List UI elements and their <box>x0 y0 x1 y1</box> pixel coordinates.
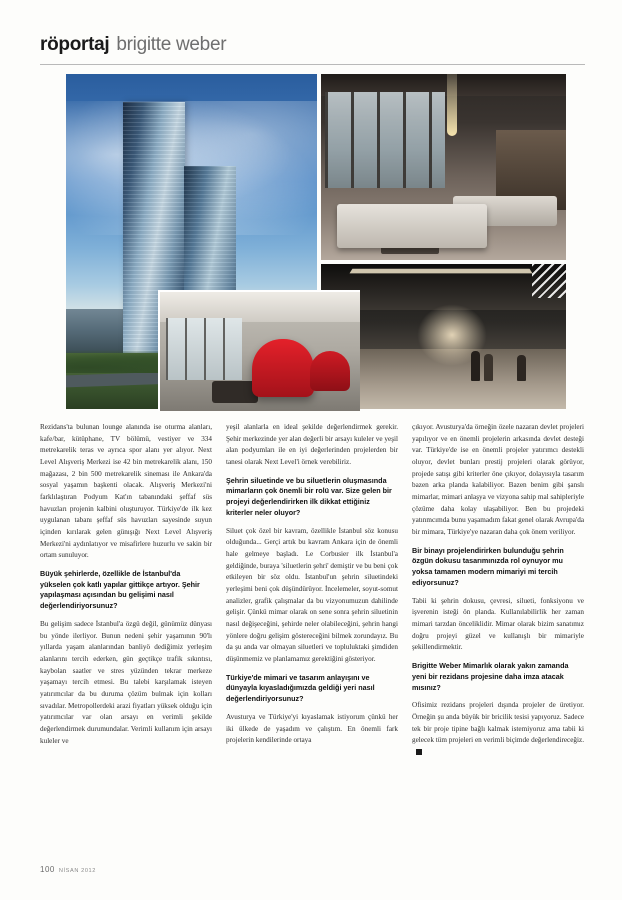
paragraph: Avusturya ve Türkiye'yi kıyaslamak istiyorum çünkü her iki ülkede de yaşadım ve çalıştım. En önemli fark projelerin kendilerinde ortaya <box>226 713 398 745</box>
person-silhouette <box>517 355 526 381</box>
question-paragraph: Büyük şehirlerde, özellikle de İstanbul'da yükselen çok katlı yapılar gittikçe artıyor. Şehir yapılaşması açısından bu gelişimi nasıl değerlendiriyorsunuz? <box>40 568 200 611</box>
paragraph-text: Ofisimiz rezidans projeleri dışında projeler de üretiyor. Örneğin şu anda büyük bir bricilik tesisi yapıyoruz. Sadece tek bir proje tipine bağlı kalmak istemiyoruz ama tabii ki gelecek tüm projeleri en verimli biçimde değerlendireceğiz. <box>412 701 584 745</box>
lounge-sofa-front <box>337 204 487 248</box>
person-silhouette <box>484 354 493 381</box>
paragraph: Bu gelişim sadece İstanbul'a özgü değil, günümüz dünyası bu yönde ilerliyor. Bunun nedeni şehir yaşamının 90'lı yıllarda yaşam alanlarından banliyö dediğimiz yerleşim alanlarını tercih ederken, gün geçtikçe trafik sıkıntısı, kaybolan saatler ve stres yüzünden tekrar merkeze yaşamayı tercih etmesi. Bu talebi karşılamak isteyen yatırımcılar da bu duruma çözüm bulmak için kolları sıvadılar. Metropollerdeki arazi fiyatları yüksek olduğu için yatırımcılar var olan arsayı en verimli şekilde değerlendirmek durumundalar. Verimli kullanım için arsayı kuleler ve <box>40 620 212 745</box>
ceiling-light-strip <box>350 269 533 274</box>
paragraph: Tabii ki şehrin dokusu, çevresi, silueti, fonksiyonu ve işverenin isteği ön planda. Kullanılabilirlik her zaman mimari tarzdan önceliklidir. Mimar olarak bizim sanatımız doğru projeyi güzel ve kullanışlı bir mimariyle şekillendirmektir. <box>412 596 584 652</box>
end-mark <box>416 749 422 755</box>
paragraph: Rezidans'ta bulunan lounge alanında ise oturma alanları, kafe/bar, kütüphane, TV bölümü, vestiyer ve 334 metrekarelik teras ve ayrıca spor alanı yer alıyor. Next Level Alışveriş Merkezi ise 42 bin metrekarelik alanı, 150 mağazası, 2 bin 500 metrekarelik sineması ile Ankara'da sosyal yaşamın başkenti olacak. Alışveriş Merkezi'ni farklılaştıran Podyum Kat'ın tabanındaki şeffaf süs havuzları projenin kalbini oluşturuyor. Türkiye'de ilk kez uygulanan tabanı şeffaf süs havuzları sayesinde suyun içinden kırılarak gelen günışığı Next Level Alışveriş Merkezi'ni aydınlatıyor ve misafirlere huzurlu ve sakin bir ortam sunuluyor. <box>40 423 212 560</box>
corner-hatch-mark <box>532 264 566 298</box>
header-divider <box>40 64 585 65</box>
person-silhouette <box>471 351 480 381</box>
issue-date: NİSAN 2012 <box>58 868 96 874</box>
photo-collage <box>66 74 566 409</box>
question-paragraph: Bir binayı projelendirirken bulunduğu şehrin özgün dokusu tasarımınızda rol oynuyor mu yoksa tamamen modern mimariyi mi tercih ediyorsunuz? <box>412 545 564 587</box>
page-footer <box>40 865 96 874</box>
red-armchair <box>310 351 350 391</box>
interviewee-name: brigitte weber <box>116 34 227 55</box>
paragraph: Siluet çok özel bir kavram, özellikle İstanbul söz konusu olduğunda... Gerçi artık bu kavram Ankara için de önemli hale gelmeye başladı. Le Corbusier ilk İstanbul'a geldiğinde, buraya 'siluetlerin şehri' demiştir ve bu beni çok etkileyen bir söz oldu. İstanbul'un şehrin siluetindeki yerleşimi beni çok düşündürüyor. İncelemeler, soyut-somut analizler, grafik çalışmalar da bu vizyonumuzun dahilinde gelişir. Çünkü mimar olarak on sene sonra şehrin siluetinin nasıl değişeceğini, şehirde neler olabileceğini, şehrin hangi yönlere doğru gelişim göstereceğini bilmek zorundayız. Bu da şu anda var olmayan siluetleri ve topluluktaki şimdiden düşünmemiz ve planlamamız gerektiğini gösteriyor. <box>226 526 398 664</box>
question-paragraph: Türkiye'de mimari ve tasarım anlayışını ve dünyayla kıyasladığımızda geldiği yeri nasıl değerlendiriyorsunuz? <box>226 672 375 704</box>
page-header <box>40 34 585 56</box>
text-column-3 <box>412 422 584 852</box>
question-paragraph: Şehrin siluetinde ve bu siluetlerin oluşmasında mimarların çok önemli bir rolü var. Size gelen bir projeyi değerlendirirken ilk dikkat ettiğiniz kriterler neler oluyor? <box>226 475 392 518</box>
page-number: 100 <box>40 865 55 874</box>
inset-window <box>166 318 242 380</box>
paragraph-final <box>412 700 584 758</box>
red-chairs-interior-photo <box>158 290 360 411</box>
question-paragraph: Brigitte Weber Mimarlık olarak yakın zamanda yeni bir rezidans projesine daha imza atacak mısınız? <box>412 661 569 692</box>
article-body <box>40 422 585 852</box>
paragraph: çıkıyor. Avusturya'da örneğin özele nazaran devlet projeleri yapılıyor ve en önemli projelerin arkasında devlet desteği var. Türkiye'de ise en önemli projeler yatırımcı destekli oluyor, devlet bunları prestij projeleri olarak görüyor, projede satışı gibi kriterler öne çıkıyor, dolayısıyla tasarım bazen arka planda kalabiliyor. Bazen benim gibi şanslı mimarlar, mimari anlaşya ve vizyona sahip mal sahipleriyle çözüme daha kolay ulaşabiliyor. Ben bu projedeki yatınmcımda bunu yaşamadım fakat genel olarak Avrupa'da bir mimara, Türkiye'ye nazaran daha çok önem veriliyor. <box>412 423 585 536</box>
lounge-window <box>325 92 445 188</box>
text-column-1 <box>40 422 212 852</box>
paragraph: yeşil alanlarla en ideal şekilde değerlendirmek gerekir. Şehir merkezinde yer alan değerli bir arsayı kuleler ve yeşil alan podyumları ile en iyi değerlerinden projelerden bir tanesi olarak Next Level'i örnek verebiliriz. <box>226 423 398 466</box>
red-armchair <box>252 339 314 397</box>
lounge-interior-photo <box>321 74 566 260</box>
section-kicker: röportaj <box>40 34 110 55</box>
pendant-lamp <box>447 74 457 136</box>
text-column-2 <box>226 422 398 852</box>
